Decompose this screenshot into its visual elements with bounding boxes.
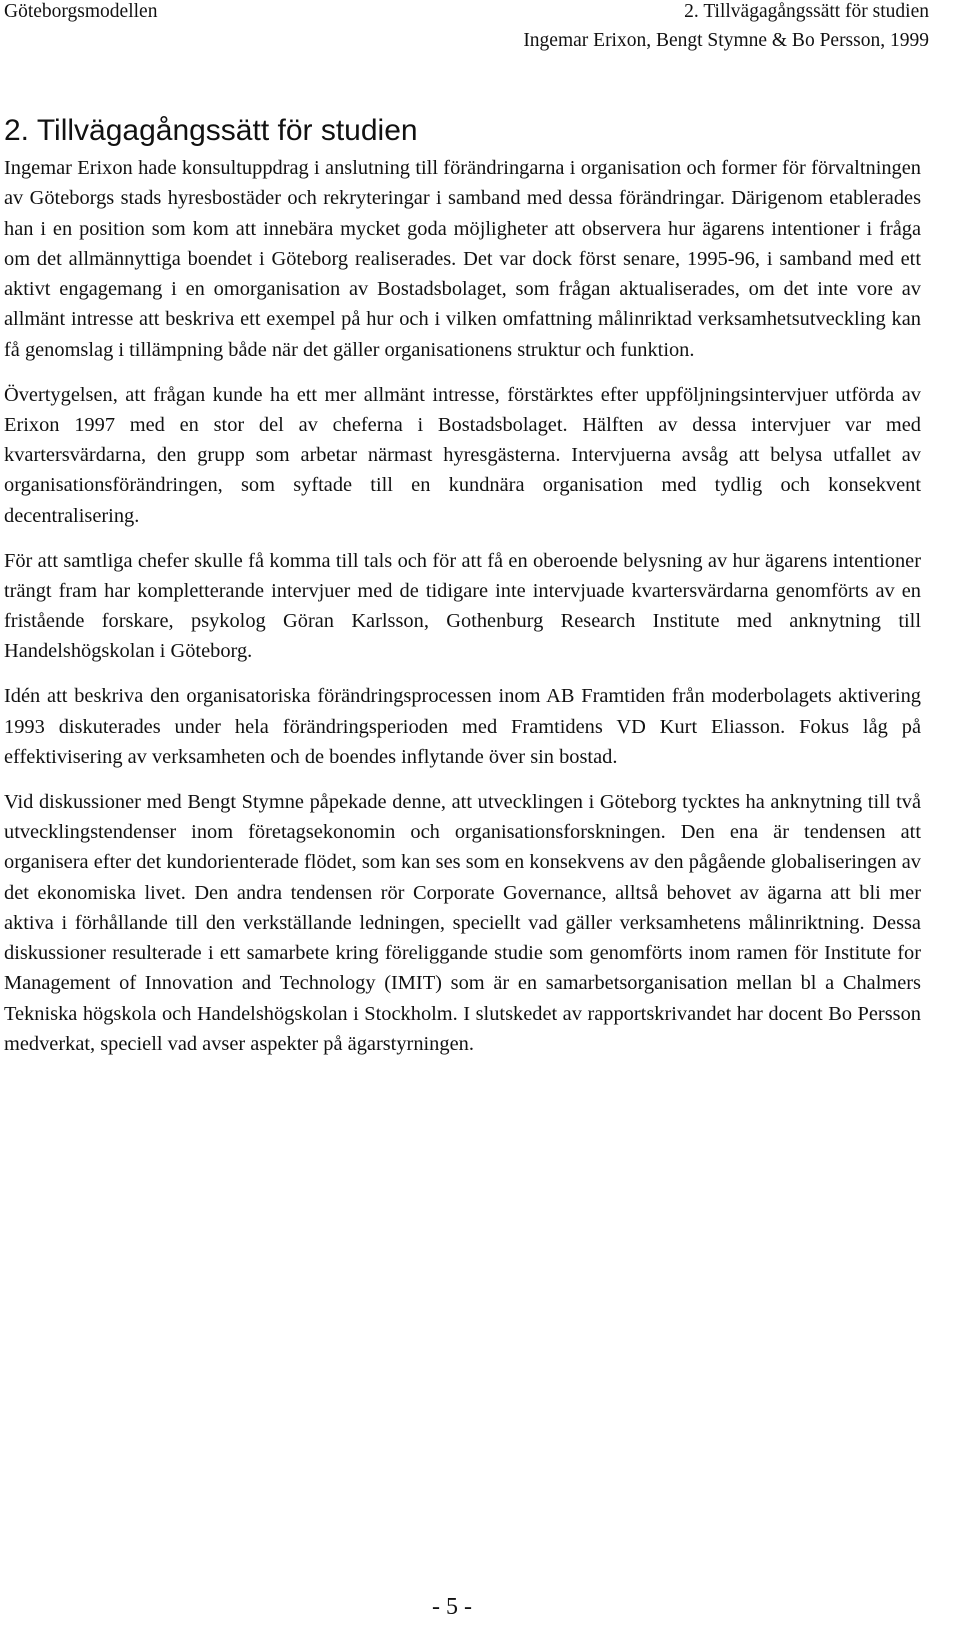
body-text — [4, 153, 921, 1074]
running-header — [0, 0, 930, 52]
header-meta — [523, 0, 929, 55]
paragraph-2: Övertygelsen, att frågan kunde ha ett mer allmänt intresse, förstärktes efter uppföljningsintervjuer utförda av Erixon 1997 med en stor del av cheferna i Bostadsbolaget. Hälften av dessa intervjuer var med kvartersvärdarna, den grupp som arbetar närmast hyresgästerna. Intervjuerna avsåg att belysa utfallet av organisationsförändringen, som syftade till en kundnära organisation med tydlig och konsekvent decentralisering. — [4, 383, 921, 527]
paragraph-3: För att samtliga chefer skulle få komma till tals och för att få en oberoende belysning av hur ägarens intentioner trängt fram har kompletterande intervjuer med de tidigare inte intervjuade kvartersvärdarna genomförts av en fristående forskare, psykolog Göran Karlsson, Gothenburg Research Institute med anknytning till Handelshögskolan i Göteborg. — [4, 549, 921, 663]
page-number: - 5 - — [432, 1594, 472, 1620]
paragraph-5: Vid diskussioner med Bengt Stymne påpekade denne, att utvecklingen i Göteborg tycktes ha anknytning till två utvecklingstendenser inom företagsekonomin och organisationsforskningen. Den ena är tendensen att organisera efter det kundorienterade flödet, som kan ses som en konsekvens av den pågående globaliseringen av det ekonomiska livet. Den andra tendensen rör Corporate Governance, alltså behovet av ägarna att bli mer aktiva i förhållande till den verkställande ledningen, speciellt vad gäller verksamhetens målinriktning. Dessa diskussioner resulterade i ett samarbete kring föreliggande studie som genomförts inom ramen för Institute for Management of Innovation and Technology (IMIT) som är en samarbetsorganisation mellan bl a Chalmers Tekniska högskola och Handelshögskolan i Stockholm. I slutskedet av rapportskrivandet har docent Bo Persson medverkat, speciell vad avser aspekter på ägarstyrningen. — [4, 790, 921, 1056]
header-chapter: 2. Tillvägagångssätt för studien — [684, 1, 929, 22]
paragraph-4: Idén att beskriva den organisatoriska förändringsprocessen inom AB Framtiden från moderbolagets aktivering 1993 diskuterades under hela förändringsperioden med Framtidens VD Kurt Eliasson. Fokus låg på effektivisering av verksamheten och de boendes inflytande över sin bostad. — [4, 685, 921, 768]
paragraph-1: Ingemar Erixon hade konsultuppdrag i anslutning till förändringarna i organisation och former för förvaltningen av Göteborgs stads hyresbostäder och rekryteringar i samband med dessa förändringar. Därigenom etablerades han i en position som kom att innebära mycket goda möjligheter att observera hur ägarens intentioner i fråga om det allmännyttiga boendet i Göteborg realiserades. Det var dock först senare, 1995-96, i samband med ett aktivt engagemang i en omorganisation av Bostadsbolaget, som frågan aktualiserades, om det inte vore av allmänt intresse att beskriva ett exempel på hur och i vilken omfattning målinriktad verksamhetsutveckling kan få genomslag i tillämpning både när det gäller organisationens struktur och funktion. — [4, 157, 921, 361]
header-authors: Ingemar Erixon, Bengt Stymne & Bo Persson, 1999 — [523, 30, 929, 51]
header-title: Göteborgsmodellen — [4, 1, 158, 22]
section-heading: 2. Tillvägagångssätt för studien — [4, 114, 418, 147]
